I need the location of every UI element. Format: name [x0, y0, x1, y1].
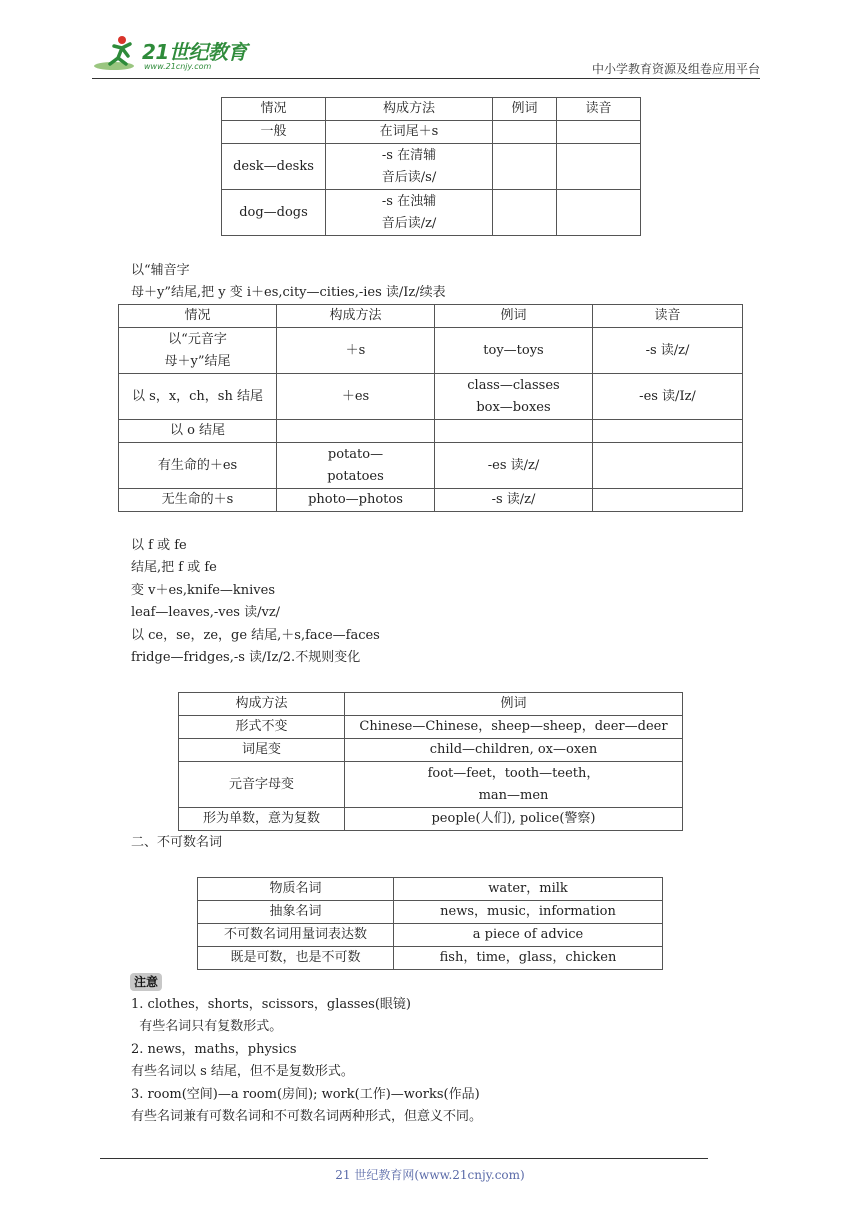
table-cell: photo—photos [277, 489, 435, 512]
table-cell: 以 o 结尾 [119, 420, 277, 443]
note-line: 3. room(空间)—a room(房间); work(工作)—works(作品) [131, 1087, 480, 1102]
note-line: 1. clothes，shorts，scissors，glasses(眼镜) [131, 997, 411, 1012]
table-cell: 元音字母变 [179, 762, 345, 808]
note-line: 有些名词只有复数形式。 [131, 1019, 283, 1034]
paragraph-line: 以“辅音字 [131, 263, 190, 278]
uncountable-nouns-table [197, 877, 663, 970]
table-header-row [119, 305, 743, 328]
section-title: 二、不可数名词 [131, 835, 223, 850]
logo-text: 21世纪教育 [142, 40, 247, 64]
paragraph-line: 以 ce，se，ze，ge 结尾,＋s,face—faces [131, 628, 380, 643]
table-row [222, 144, 641, 190]
table-row [198, 924, 663, 947]
table-cell: -s 在清辅 音后读/s/ [326, 144, 493, 190]
platform-title: 中小学教育资源及组卷应用平台 [591, 62, 760, 76]
table-cell: 以“元音字 母＋y”结尾 [119, 328, 277, 374]
regular-plural-table [221, 97, 641, 236]
table-cell: ＋s [277, 328, 435, 374]
table-cell: water，milk [394, 878, 663, 901]
footer-link[interactable]: 21 世纪教育网(www.21cnjy.com) [335, 1168, 525, 1182]
table-row [198, 901, 663, 924]
table-cell: 无生命的＋s [119, 489, 277, 512]
table-cell: news，music，information [394, 901, 663, 924]
note-line: 有些名词兼有可数名词和不可数名词两种形式，但意义不同。 [131, 1109, 483, 1124]
table-cell: 既是可数，也是不可数 [198, 947, 394, 970]
table-cell [493, 144, 557, 190]
table-cell [593, 420, 743, 443]
table-cell [493, 190, 557, 236]
header-cell: 例词 [345, 693, 683, 716]
table-cell: 以 s，x，ch，sh 结尾 [119, 374, 277, 420]
table-header-row [179, 693, 683, 716]
paragraph-line: 以 f 或 fe [131, 538, 187, 553]
table-cell: 形式不变 [179, 716, 345, 739]
table-cell: potato— potatoes [277, 443, 435, 489]
header-cell: 构成方法 [326, 98, 493, 121]
table-row [119, 420, 743, 443]
table-row [198, 947, 663, 970]
header-cell: 情况 [222, 98, 326, 121]
logo-url: www.21cnjy.com [144, 62, 212, 71]
table-cell: -s 读/z/ [593, 328, 743, 374]
table-cell: -es 读/z/ [435, 443, 593, 489]
table-header-row [222, 98, 641, 121]
table-cell [557, 190, 641, 236]
table-cell: ＋es [277, 374, 435, 420]
table-cell: fish，time，glass，chicken [394, 947, 663, 970]
table-row [222, 121, 641, 144]
table-row [179, 762, 683, 808]
table-cell: 抽象名词 [198, 901, 394, 924]
table-row [119, 489, 743, 512]
table-cell: 一般 [222, 121, 326, 144]
table-cell: 不可数名词用量词表达数 [198, 924, 394, 947]
table-cell: desk—desks [222, 144, 326, 190]
table-cell: a piece of advice [394, 924, 663, 947]
table-cell [277, 420, 435, 443]
paragraph-line: 母＋y”结尾,把 y 变 i＋es,city—cities,-ies 读/Iz/续表 [131, 285, 446, 300]
table-cell [557, 121, 641, 144]
table-cell [435, 420, 593, 443]
table-row [119, 443, 743, 489]
table-row [198, 878, 663, 901]
footer-divider [100, 1158, 708, 1159]
table-cell: class—classes box—boxes [435, 374, 593, 420]
table-cell: 有生命的＋es [119, 443, 277, 489]
table-cell: 词尾变 [179, 739, 345, 762]
table-cell: child—children, ox—oxen [345, 739, 683, 762]
paragraph-line: fridge—fridges,-s 读/Iz/2.不规则变化 [131, 650, 361, 665]
header-cell: 构成方法 [179, 693, 345, 716]
table-cell: toy—toys [435, 328, 593, 374]
table-cell: -es 读/Iz/ [593, 374, 743, 420]
table-cell: dog—dogs [222, 190, 326, 236]
table-row [179, 808, 683, 831]
page-header [92, 30, 760, 78]
table-row [179, 716, 683, 739]
note-line: 有些名词以 s 结尾，但不是复数形式。 [131, 1064, 354, 1079]
paragraph-line: leaf—leaves,-ves 读/vz/ [131, 605, 281, 620]
table-cell: -s 在浊辅 音后读/z/ [326, 190, 493, 236]
header-cell: 读音 [557, 98, 641, 121]
table-cell: -s 读/z/ [435, 489, 593, 512]
paragraph-line: 变 v＋es,knife—knives [131, 583, 276, 598]
note-badge: 注意 [130, 973, 162, 991]
header-cell: 读音 [593, 305, 743, 328]
header-cell: 情况 [119, 305, 277, 328]
plural-rules-table [118, 304, 743, 512]
table-cell: foot—feet，tooth—teeth， man—men [345, 762, 683, 808]
table-cell [557, 144, 641, 190]
table-cell [493, 121, 557, 144]
table-cell: 物质名词 [198, 878, 394, 901]
irregular-plural-table [178, 692, 683, 831]
header-cell: 例词 [435, 305, 593, 328]
table-row [179, 739, 683, 762]
table-cell: 在词尾＋s [326, 121, 493, 144]
table-cell: 形为单数，意为复数 [179, 808, 345, 831]
table-row [119, 328, 743, 374]
header-cell: 例词 [493, 98, 557, 121]
table-row [222, 190, 641, 236]
table-row [119, 374, 743, 420]
paragraph-line: 结尾,把 f 或 fe [131, 560, 217, 575]
table-cell: people(人们), police(警察) [345, 808, 683, 831]
note-line: 2. news，maths，physics [131, 1042, 297, 1057]
header-divider [92, 78, 760, 79]
table-cell [593, 489, 743, 512]
table-cell [593, 443, 743, 489]
table-cell: Chinese—Chinese，sheep—sheep，deer—deer [345, 716, 683, 739]
header-cell: 构成方法 [277, 305, 435, 328]
